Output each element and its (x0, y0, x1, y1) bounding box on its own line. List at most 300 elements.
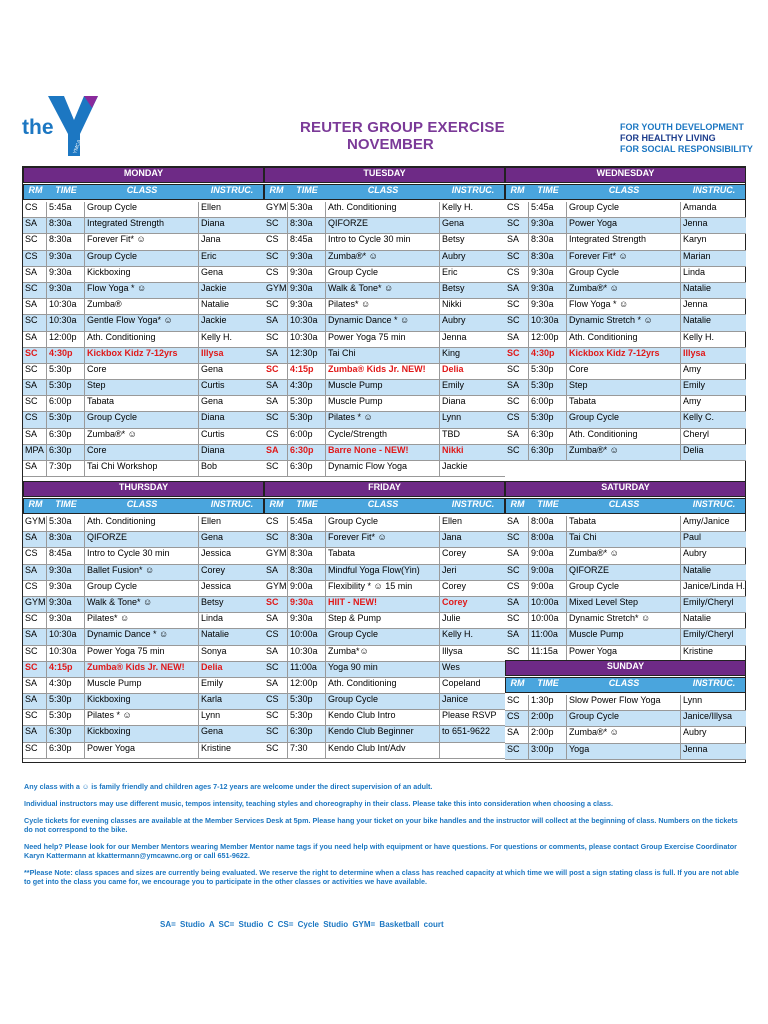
cell-instructor: Jenna (439, 332, 505, 347)
cell-rm: SC (266, 412, 279, 423)
cell-time: 5:30p (287, 412, 325, 427)
class-row (505, 251, 746, 267)
cell-time: 6:30p (287, 726, 325, 741)
column-header-row (23, 498, 264, 514)
cell-time: 11:00a (287, 662, 325, 677)
cell-instructor: Jenna (680, 299, 746, 314)
cell-time: 9:30a (46, 251, 84, 266)
cell-time: 5:30a (46, 516, 84, 531)
cell-instructor: Marian (680, 251, 746, 266)
class-row (505, 629, 746, 645)
cell-time: 9:30a (287, 299, 325, 314)
cell-time: 6:00p (46, 396, 84, 411)
cell-instructor: Jenna (680, 744, 746, 759)
column-header-instructor: INSTRUC. (451, 499, 495, 509)
day-header-sunday: SUNDAY (505, 660, 746, 676)
cell-time: 5:30p (287, 710, 325, 725)
cell-instructor: Julie (439, 613, 505, 628)
cell-rm: SA (266, 677, 279, 688)
cell-rm: SA (25, 299, 38, 310)
cell-instructor: Nikki (439, 445, 505, 460)
cell-rm: SC (266, 250, 279, 261)
class-row (264, 396, 505, 412)
cell-instructor: Lynn (198, 710, 264, 725)
cell-class: Group Cycle (84, 412, 198, 427)
cell-class: Slow Power Flow Yoga (566, 695, 680, 710)
cell-rm: SA (25, 218, 38, 229)
class-row (505, 380, 746, 396)
class-row (505, 727, 746, 743)
cell-instructor: Jana (439, 532, 505, 547)
cell-rm: SC (25, 396, 38, 407)
cell-class: Tabata (325, 548, 439, 563)
day-header-wednesday: WEDNESDAY (505, 167, 746, 183)
class-row (264, 202, 505, 218)
cell-rm: CS (507, 580, 520, 591)
cell-instructor: Betsy (439, 234, 505, 249)
cell-instructor: Gena (198, 396, 264, 411)
class-row (264, 348, 505, 364)
cell-instructor: Aubry (680, 727, 746, 742)
cell-rm: SA (25, 428, 38, 439)
class-row (264, 629, 505, 645)
cell-rm: SA (507, 516, 520, 526)
cell-instructor: Betsy (439, 283, 505, 298)
class-row (264, 445, 505, 461)
cell-instructor: Amanda (680, 202, 746, 217)
cell-rm: GYM (266, 548, 287, 559)
class-row (264, 548, 505, 564)
cell-instructor: Ellen (439, 516, 505, 531)
cell-class: Zumba® Kids Jr. NEW! (84, 662, 198, 677)
class-row (264, 412, 505, 428)
cell-time: 1:30p (528, 695, 566, 710)
cell-class: Muscle Pump (566, 629, 680, 644)
cell-time: 5:30p (528, 364, 566, 379)
cell-class: Step (566, 380, 680, 395)
cell-instructor: Gena (439, 218, 505, 233)
cell-instructor: Kelly C. (680, 412, 746, 427)
cell-time: 5:30p (46, 710, 84, 725)
cell-rm: SA (266, 444, 279, 455)
cell-time: 6:30p (287, 445, 325, 460)
cell-time: 8:30a (528, 234, 566, 249)
cell-class: Ath. Conditioning (566, 429, 680, 444)
cell-time: 8:30a (287, 548, 325, 563)
cell-class: Group Cycle (84, 581, 198, 596)
column-header-rm: RM (269, 499, 284, 509)
cell-instructor: Curtis (198, 380, 264, 395)
class-row (264, 267, 505, 283)
cell-instructor: Aubry (680, 548, 746, 563)
cell-instructor: Emily (439, 380, 505, 395)
cell-instructor: Janice/Linda H. (680, 581, 746, 596)
cell-instructor: Bob (198, 461, 264, 476)
cell-rm: SA (25, 564, 38, 575)
cell-rm: CS (25, 412, 38, 423)
class-row (505, 711, 746, 727)
cell-instructor: Illysa (680, 348, 746, 363)
cell-time: 9:30a (528, 267, 566, 282)
class-list-saturday (505, 516, 746, 662)
cell-class: Kickboxing (84, 726, 198, 741)
cell-time: 9:30a (528, 299, 566, 314)
cell-instructor: Natalie (680, 613, 746, 628)
schedule-table (22, 166, 746, 763)
note-paragraph: **Please Note: class spaces and sizes are currently being evaluated. We reserve the right to determine when a class has reached capacity at which time we will post a sign stating class is full. If you are not able to get into the class you came for, we encourage you to participate in the other classes or activities we have available. (24, 868, 739, 886)
note-paragraph: Individual instructors may use different music, tempos intensity, teaching styles and choreography in their class. Please take this into consideration when choosing a class. (24, 799, 613, 808)
cell-class: Tabata (566, 396, 680, 411)
column-header-rm: RM (510, 185, 525, 195)
cell-instructor: Natalie (198, 629, 264, 644)
logo-sub: YMCA (72, 139, 83, 155)
cell-class: Intro to Cycle 30 min (325, 234, 439, 249)
class-row (23, 315, 264, 331)
cell-rm: GYM (266, 580, 287, 591)
day-header-tuesday: TUESDAY (264, 167, 505, 183)
class-list-sunday (505, 695, 746, 760)
cell-class: Ath. Conditioning (325, 678, 439, 693)
cell-class: Dynamic Dance * ☺ (325, 315, 439, 330)
cell-time: 9:30a (46, 283, 84, 298)
cell-time: 4:15p (287, 364, 325, 379)
cell-rm: SA (25, 331, 38, 342)
column-header-class: CLASS (608, 185, 640, 195)
class-row (264, 565, 505, 581)
cell-time: 5:30p (287, 396, 325, 411)
cell-instructor: Janice (439, 694, 505, 709)
cell-class: Dynamic Stretch* ☺ (566, 613, 680, 628)
class-row (23, 516, 264, 532)
cell-class: QIFORZE (84, 532, 198, 547)
cell-time: 9:30a (287, 597, 325, 612)
class-row (23, 202, 264, 218)
cell-time: 6:30p (46, 743, 84, 758)
column-header-rm: RM (28, 499, 43, 509)
cell-instructor: Emily (198, 678, 264, 693)
cell-class: Dynamic Dance * ☺ (84, 629, 198, 644)
cell-instructor: Kristine (680, 646, 746, 661)
cell-time: 12:30p (287, 348, 325, 363)
cell-rm: SA (25, 629, 38, 640)
cell-instructor: Cheryl (680, 429, 746, 444)
cell-instructor: Linda (680, 267, 746, 282)
class-row (23, 299, 264, 315)
column-header-class: CLASS (367, 499, 399, 509)
column-header-rm: RM (510, 678, 525, 688)
class-row (505, 412, 746, 428)
cell-rm: SC (507, 645, 520, 656)
cell-class: Ath. Conditioning (84, 516, 198, 531)
cell-instructor: Natalie (680, 315, 746, 330)
class-row (23, 646, 264, 662)
class-row (23, 565, 264, 581)
cell-class: Group Cycle (566, 202, 680, 217)
cell-rm: CS (25, 250, 38, 261)
cell-rm: CS (266, 629, 279, 640)
cell-rm: SA (25, 532, 38, 543)
class-row (505, 597, 746, 613)
class-row (505, 202, 746, 218)
cell-time: 10:30a (528, 315, 566, 330)
cell-instructor: Gena (198, 364, 264, 379)
cell-rm: SA (266, 315, 279, 326)
class-row (264, 364, 505, 380)
cell-time: 9:30a (287, 283, 325, 298)
cell-rm: SC (25, 282, 38, 293)
cell-rm: SA (507, 234, 520, 245)
cell-class: Integrated Strength (84, 218, 198, 233)
column-header-row (505, 184, 746, 200)
cell-rm: SC (507, 532, 520, 543)
cell-time: 9:30a (46, 597, 84, 612)
cell-rm: SA (266, 347, 279, 358)
class-row (264, 429, 505, 445)
cell-time: 6:00p (287, 429, 325, 444)
cell-instructor: Jackie (198, 283, 264, 298)
y-logo-icon (22, 96, 112, 156)
cell-time: 4:30p (287, 380, 325, 395)
class-row (23, 581, 264, 597)
cell-instructor: Kelly H. (680, 332, 746, 347)
cell-instructor: Corey (439, 548, 505, 563)
room-legend: SA= Studio A SC= Studio C CS= Cycle Studio GYM= Basketball court (160, 920, 444, 929)
cell-time: 5:30p (46, 694, 84, 709)
class-row (505, 548, 746, 564)
cell-instructor: Illysa (198, 348, 264, 363)
cell-instructor: Jana (198, 234, 264, 249)
cell-rm: SC (25, 363, 38, 374)
cell-time: 8:30a (287, 218, 325, 233)
cell-time: 9:00a (528, 548, 566, 563)
class-row (264, 678, 505, 694)
class-row (505, 532, 746, 548)
cell-class: Group Cycle (325, 629, 439, 644)
cell-instructor: Karyn (680, 234, 746, 249)
class-row (23, 678, 264, 694)
class-row (23, 613, 264, 629)
cell-time: 8:30a (46, 218, 84, 233)
column-header-time: TIME (537, 678, 559, 688)
cell-time: 6:30p (46, 726, 84, 741)
cell-instructor: to 651-9622 (439, 726, 505, 741)
cell-rm: SA (25, 677, 38, 688)
cell-instructor: Curtis (198, 429, 264, 444)
cell-rm: CS (266, 428, 279, 439)
class-row (23, 251, 264, 267)
cell-class: Kendo Club Beginner (325, 726, 439, 741)
cell-class: Group Cycle (566, 412, 680, 427)
cell-class: Kickboxing (84, 694, 198, 709)
class-row (23, 429, 264, 445)
tagline-line: FOR HEALTHY LIVING (620, 133, 716, 143)
cell-rm: SC (25, 661, 38, 672)
class-row (505, 348, 746, 364)
cell-rm: CS (507, 202, 520, 212)
cell-time: 6:30p (46, 445, 84, 460)
cell-rm: GYM (25, 516, 46, 526)
cell-instructor: Kelly H. (198, 332, 264, 347)
cell-instructor: Ellen (198, 516, 264, 531)
cell-class: Cycle/Strength (325, 429, 439, 444)
column-header-row (264, 498, 505, 514)
column-header-row (23, 184, 264, 200)
cell-instructor: Gena (198, 267, 264, 282)
tagline (620, 122, 753, 155)
cell-instructor: Kristine (198, 743, 264, 758)
cell-class: Tai Chi (325, 348, 439, 363)
cell-instructor: Jackie (439, 461, 505, 476)
cell-rm: SA (507, 727, 520, 738)
class-row (264, 315, 505, 331)
cell-rm: SC (507, 315, 520, 326)
class-row (23, 380, 264, 396)
cell-class: Pilates* ☺ (325, 299, 439, 314)
cell-time: 10:30a (46, 315, 84, 330)
cell-rm: SC (507, 218, 520, 229)
class-row (264, 218, 505, 234)
cell-instructor: Betsy (198, 597, 264, 612)
cell-rm: SC (507, 444, 520, 455)
class-row (264, 726, 505, 742)
cell-time: 10:00a (528, 613, 566, 628)
class-row (23, 348, 264, 364)
cell-time: 9:30a (46, 565, 84, 580)
cell-instructor: Aubry (439, 251, 505, 266)
column-header-instructor: INSTRUC. (451, 185, 495, 195)
class-row (23, 445, 264, 461)
cell-class: Group Cycle (566, 267, 680, 282)
cell-class: Muscle Pump (325, 380, 439, 395)
cell-time: 6:30p (46, 429, 84, 444)
cell-rm: SC (266, 461, 279, 471)
cell-rm: CS (25, 202, 38, 212)
cell-time: 10:00a (528, 597, 566, 612)
cell-rm: SA (266, 645, 279, 656)
cell-instructor: Delia (680, 445, 746, 460)
cell-class: Tabata (84, 396, 198, 411)
cell-class: Ath. Conditioning (84, 332, 198, 347)
day-header-friday: FRIDAY (264, 481, 505, 497)
class-row (264, 581, 505, 597)
cell-rm: SC (25, 710, 38, 721)
cell-class: Ath. Conditioning (325, 202, 439, 217)
cell-time: 6:30p (528, 445, 566, 460)
column-header-instructor: INSTRUC. (692, 678, 736, 688)
cell-rm: SA (507, 596, 520, 607)
class-row (505, 315, 746, 331)
cell-rm: SA (266, 613, 279, 624)
cell-rm: CS (266, 694, 279, 705)
cell-time: 9:30a (287, 267, 325, 282)
class-row (264, 283, 505, 299)
cell-time: 9:30a (528, 218, 566, 233)
cell-class: Forever Fit* ☺ (325, 532, 439, 547)
cell-class: QIFORZE (566, 565, 680, 580)
cell-class: Power Yoga (566, 218, 680, 233)
class-row (23, 548, 264, 564)
cell-instructor: Emily/Cheryl (680, 597, 746, 612)
cell-time: 5:30p (46, 364, 84, 379)
column-header-class: CLASS (608, 499, 640, 509)
cell-instructor (439, 743, 505, 758)
cell-time: 8:45a (287, 234, 325, 249)
cell-rm: SA (25, 380, 38, 391)
cell-class: Group Cycle (325, 267, 439, 282)
cell-rm: CS (25, 580, 38, 591)
cell-class: Muscle Pump (84, 678, 198, 693)
cell-time: 5:45a (46, 202, 84, 217)
cell-rm: SA (25, 266, 38, 277)
day-header-thursday: THURSDAY (23, 481, 264, 497)
cell-time: 9:30a (46, 267, 84, 282)
class-row (505, 332, 746, 348)
column-header-instructor: INSTRUC. (210, 185, 254, 195)
cell-time: 5:30a (287, 202, 325, 217)
cell-time: 8:30a (287, 565, 325, 580)
cell-class: Walk & Tone* ☺ (84, 597, 198, 612)
cell-class: Zumba®* ☺ (84, 429, 198, 444)
cell-rm: SA (507, 282, 520, 293)
cell-instructor: Gena (198, 726, 264, 741)
cell-instructor: Nikki (439, 299, 505, 314)
cell-instructor: Delia (439, 364, 505, 379)
cell-class: Tai Chi Workshop (84, 461, 198, 476)
column-header-time: TIME (296, 499, 318, 509)
day-header-saturday: SATURDAY (505, 481, 746, 497)
cell-instructor: Corey (198, 565, 264, 580)
cell-instructor: Amy/Janice (680, 516, 746, 531)
column-header-class: CLASS (608, 678, 640, 688)
class-row (264, 332, 505, 348)
class-row (264, 380, 505, 396)
column-header-time: TIME (55, 185, 77, 195)
cell-instructor: Paul (680, 532, 746, 547)
cell-instructor: Corey (439, 581, 505, 596)
cell-class: Tai Chi (566, 532, 680, 547)
cell-class: Core (566, 364, 680, 379)
cell-time: 8:45a (46, 548, 84, 563)
cell-class: Power Yoga (84, 743, 198, 758)
cell-time: 8:30a (46, 234, 84, 249)
cell-instructor: Please RSVP (439, 710, 505, 725)
cell-rm: SC (25, 613, 38, 624)
class-row (505, 445, 746, 461)
class-row (264, 597, 505, 613)
class-row (23, 532, 264, 548)
cell-time: 2:00p (528, 727, 566, 742)
cell-time: 4:30p (46, 678, 84, 693)
cell-rm: CS (507, 711, 520, 722)
class-row (505, 267, 746, 283)
cell-rm: CS (266, 516, 279, 526)
cell-rm: SC (266, 532, 279, 543)
cell-instructor: Janice/Illysa (680, 711, 746, 726)
cell-class: Zumba®* ☺ (325, 251, 439, 266)
cell-rm: MPA (25, 444, 44, 455)
cell-instructor: Jessica (198, 548, 264, 563)
class-row (23, 743, 264, 759)
class-row (264, 532, 505, 548)
cell-class: Group Cycle (325, 694, 439, 709)
class-row (505, 565, 746, 581)
cell-class: Zumba® (84, 299, 198, 314)
class-row (23, 726, 264, 742)
cell-class: Mixed Level Step (566, 597, 680, 612)
cell-instructor: Corey (439, 597, 505, 612)
cell-time: 8:30a (528, 251, 566, 266)
column-header-instructor: INSTRUC. (692, 499, 736, 509)
